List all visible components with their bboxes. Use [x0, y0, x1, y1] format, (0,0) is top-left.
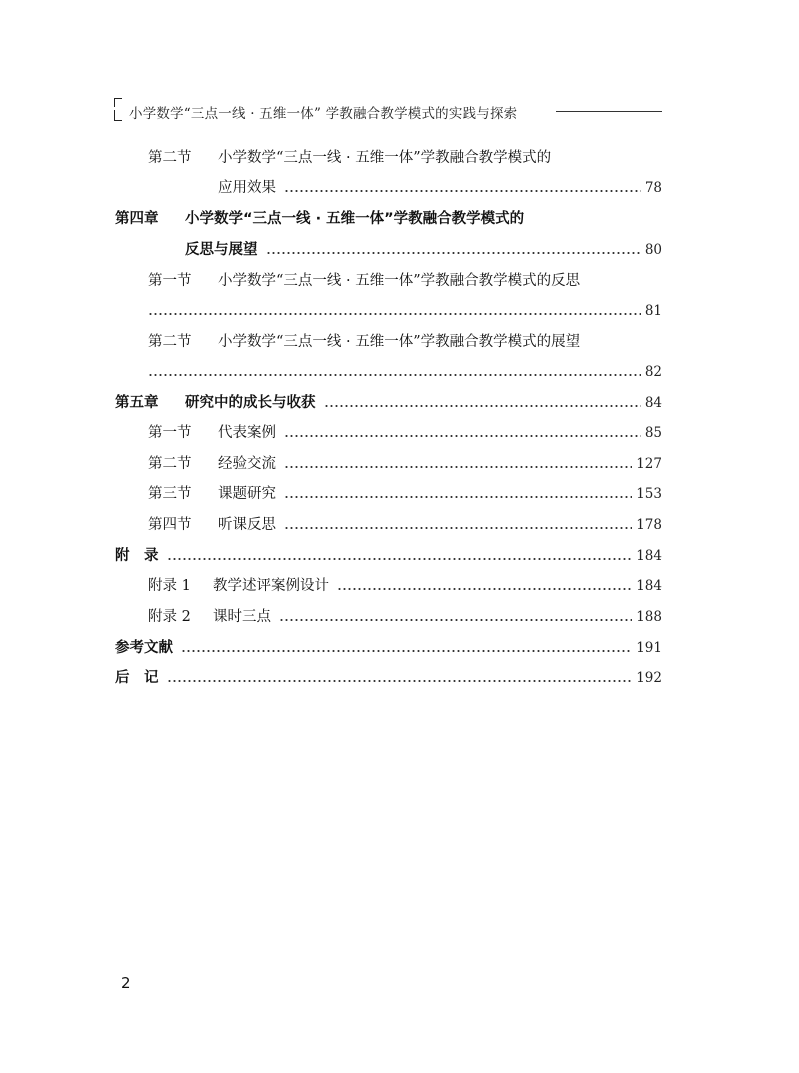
- toc-entry-title: 应用效果: [218, 180, 276, 196]
- toc-entry-title: 小学数学“三点一线 · 五维一体”学教融合教学模式的: [218, 150, 552, 166]
- toc-entry-label: 附录 1: [148, 578, 191, 594]
- toc-entry-label: 第一节: [148, 425, 192, 441]
- toc-entry-title: 小学数学“三点一线 · 五维一体”学教融合教学模式的: [185, 211, 525, 227]
- toc-entry-label: 第二节: [148, 456, 192, 472]
- toc-entry-section-5-1: [148, 422, 662, 444]
- toc-entry-appendix: [115, 545, 662, 567]
- toc-entry-section-5-4: [148, 514, 662, 536]
- toc-entry-title: 小学数学“三点一线 · 五维一体”学教融合教学模式的反思: [218, 273, 581, 289]
- toc-entry-page: 192: [636, 670, 662, 686]
- toc-entry-label: 第二节: [148, 334, 192, 350]
- toc-entry-postscript: [115, 667, 662, 689]
- toc-entry-label: 后 记: [115, 670, 159, 686]
- toc-entry-page: 82: [644, 364, 662, 380]
- toc-entry-page: 184: [636, 578, 662, 594]
- dot-leader: [337, 587, 632, 591]
- dot-leader: [279, 618, 632, 622]
- dot-leader: [284, 526, 632, 530]
- dot-leader: [167, 557, 633, 561]
- dot-leader: [181, 649, 632, 653]
- toc-entry-section-5-2: [148, 453, 662, 475]
- toc-entry-title: 代表案例: [218, 425, 276, 441]
- toc-entry-page: 153: [636, 486, 662, 502]
- dot-leader: [284, 465, 632, 469]
- toc-entry-section-3-2: [148, 147, 662, 169]
- toc-entry-chapter-4-cont: [185, 239, 662, 261]
- toc-entry-label: 第三节: [148, 486, 192, 502]
- dot-leader: [284, 495, 632, 499]
- toc-entry-chapter-4: [115, 208, 662, 230]
- toc-entry-section-3-2-cont: [218, 177, 662, 199]
- toc-entry-page: 78: [644, 180, 662, 196]
- toc-entry-page: 178: [636, 517, 662, 533]
- toc-entry-label: 第五章: [115, 395, 159, 411]
- toc-entry-appendix-1: [148, 575, 662, 597]
- toc-entry-title: 课时三点: [213, 609, 271, 625]
- dot-leader: [148, 373, 641, 377]
- running-header: [110, 96, 662, 128]
- toc-entry-label: 第四章: [115, 211, 159, 227]
- toc-entry-label: 附 录: [115, 548, 159, 564]
- dot-leader: [284, 189, 641, 193]
- toc-entry-title: 研究中的成长与收获: [185, 395, 316, 411]
- toc-entry-section-5-3: [148, 483, 662, 505]
- toc-entry-section-4-2: [148, 331, 662, 353]
- toc-entry-section-4-2-cont: [148, 361, 662, 383]
- toc-entry-section-4-1: [148, 270, 662, 292]
- toc-entry-appendix-2: [148, 606, 662, 628]
- header-rule: [556, 111, 662, 112]
- toc-entry-page: 188: [636, 609, 662, 625]
- toc-entry-references: [115, 637, 662, 659]
- toc-entry-label: 参考文献: [115, 640, 173, 656]
- toc-entry-page: 191: [636, 640, 662, 656]
- toc-entry-title: 反思与展望: [185, 242, 258, 258]
- toc-entry-page: 80: [644, 242, 662, 258]
- toc-entry-title: 小学数学“三点一线 · 五维一体”学教融合教学模式的展望: [218, 334, 581, 350]
- toc-entry-page: 81: [644, 303, 662, 319]
- dot-leader: [167, 679, 633, 683]
- toc-entry-label: 附录 2: [148, 609, 191, 625]
- toc-entry-label: 第二节: [148, 150, 192, 166]
- dot-leader: [148, 312, 641, 316]
- toc-entry-title: 经验交流: [218, 456, 276, 472]
- toc-entry-title: 教学述评案例设计: [213, 578, 329, 594]
- page-number: 2: [121, 974, 131, 992]
- dot-leader: [266, 251, 641, 255]
- toc-entry-page: 85: [644, 425, 662, 441]
- toc-entry-page: 84: [644, 395, 662, 411]
- toc-entry-label: 第四节: [148, 517, 192, 533]
- dot-leader: [284, 434, 641, 438]
- toc-entry-label: 第一节: [148, 273, 192, 289]
- toc-entry-chapter-5: [115, 392, 662, 414]
- toc-entry-page: 127: [636, 456, 662, 472]
- dot-leader: [324, 404, 641, 408]
- toc-entry-section-4-1-cont: [148, 300, 662, 322]
- toc-entry-page: 184: [636, 548, 662, 564]
- toc-entry-title: 课题研究: [218, 486, 276, 502]
- running-header-title: 小学数学“三点一线 · 五维一体” 学教融合教学模式的实践与探索: [129, 106, 518, 122]
- corner-bracket-icon: [110, 96, 124, 128]
- toc-entry-title: 听课反思: [218, 517, 276, 533]
